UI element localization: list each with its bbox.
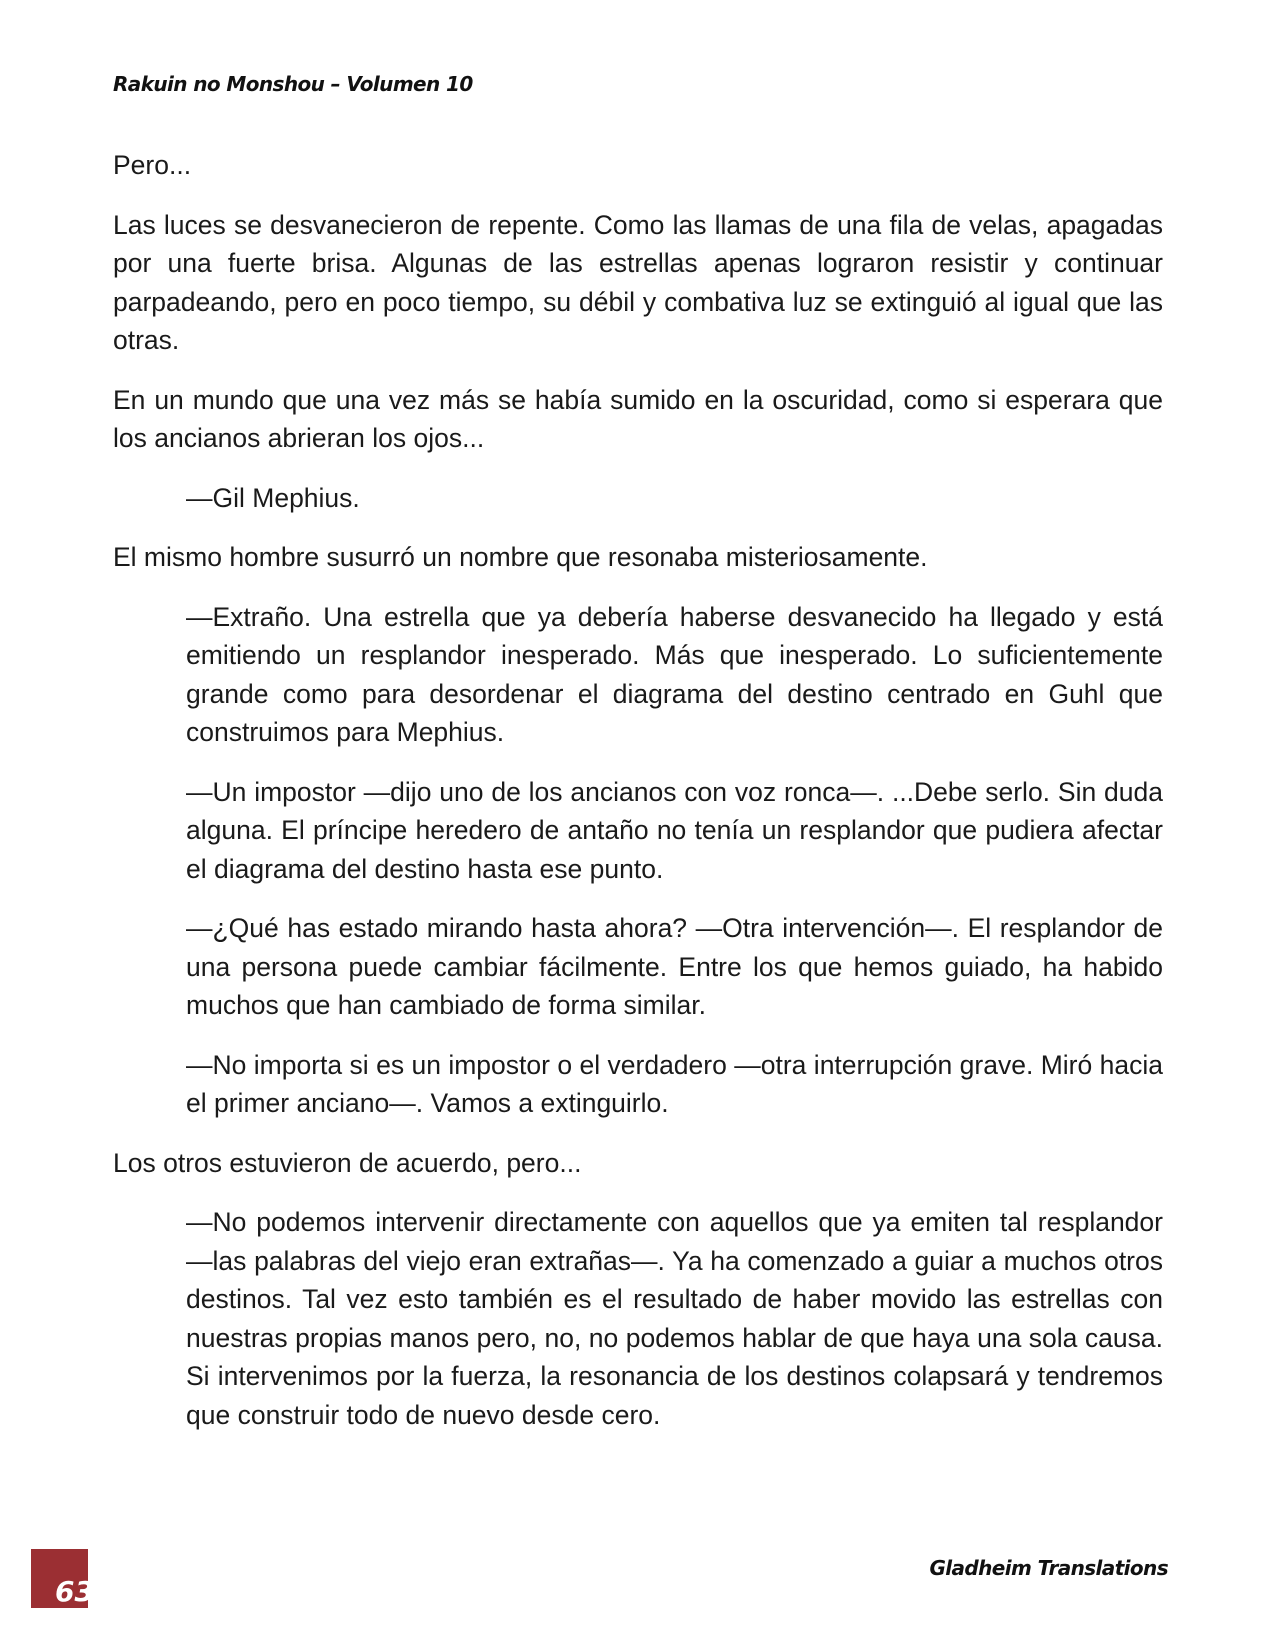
paragraph: Las luces se desvanecieron de repente. Como las llamas de una fila de velas, apagadas por una fuerte brisa. Algunas de las estrellas apenas lograron resistir y continuar parpadeando, pero en poco tiempo, su débil y combativa luz se extinguió al igual que las otras. [113,209,1163,355]
dialogue-paragraph: —Un impostor —dijo uno de los ancianos con voz ronca—. ...Debe serlo. Sin duda alguna. El príncipe heredero de antaño no tenía un resplandor que pudiera afectar el diagrama del destino hasta ese punto. [186,776,1163,884]
page-number: 63 [55,1575,94,1608]
paragraph: Pero... [113,150,192,180]
dialogue-line: —Gil Mephius. [186,482,360,513]
paragraph: En un mundo que una vez más se había sumido en la oscuridad, como si esperara que los ancianos abrieran los ojos... [113,384,1163,453]
paragraph: Los otros estuvieron de acuerdo, pero... [113,1147,582,1178]
body-text [113,146,1163,1455]
dialogue-paragraph: —Extraño. Una estrella que ya debería haberse desvanecido ha llegado y está emitiendo un resplandor inesperado. Más que inesperado. Lo suficientemente grande como para desordenar el diagrama del destino centrado en Guhl que construimos para Mephius. [186,601,1163,747]
running-header-title: Rakuin no Monshou – Volumen 10 [113,72,473,96]
page-number-underline [31,1608,88,1611]
dialogue-paragraph: —¿Qué has estado mirando hasta ahora? —Otra intervención—. El resplandor de una persona puede cambiar fácilmente. Entre los que hemos guiado, ha habido muchos que han cambiado de forma similar. [186,913,1163,1020]
paragraph: El mismo hombre susurró un nombre que resonaba misteriosamente. [113,542,928,572]
footer-credit: Gladheim Translations [929,1556,1168,1580]
dialogue-paragraph: —No podemos intervenir directamente con aquellos que ya emiten tal resplandor —las palabras del viejo eran extrañas—. Ya ha comenzado a guiar a muchos otros destinos. Tal vez esto también es el resultado de haber movido las estrellas con nuestras propias manos pero, no, no podemos hablar de que haya una sola causa. Si intervenimos por la fuerza, la resonancia de los destinos colapsará y tendremos que construir todo de nuevo desde cero. [186,1207,1163,1430]
dialogue-paragraph: —No importa si es un impostor o el verdadero —otra interrupción grave. Miró hacia el primer anciano—. Vamos a extinguirlo. [186,1049,1163,1118]
